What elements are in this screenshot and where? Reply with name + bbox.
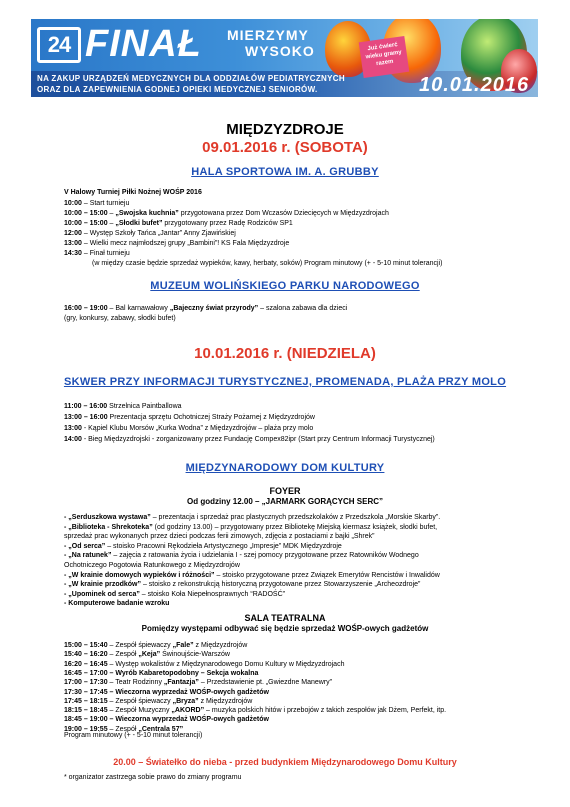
list-item: - „Na ratunek” – zajęcia z ratowania życia i udzielania I - szej pomocy przygotowane przez Ratowników Wodnego bbox=[64, 552, 419, 560]
banner-mission: NA ZAKUP URZĄDZEŃ MEDYCZNYCH DLA ODDZIAŁÓW PEDIATRYCZNYCH ORAZ DLA ZAPEWNIENIA GODNEJ OPIEKI MEDYCZNEJ SENIORÓW. bbox=[37, 74, 345, 94]
list-item: 17:00 – 17:30 – Teatr Rodzinny „Fantazja” – Przedstawienie pt. „Gwiezdne Manewry” bbox=[64, 679, 332, 687]
list-item: 18:45 – 19:00 – Wieczorna wyprzedaż WOŚP-owych gadżetów bbox=[64, 716, 269, 724]
list-item: 18:15 – 18:45 – Zespół Muzyczny „AKORD” – muzyka polskich hitów i przebojów z takich zespołów jak Dżem, Perfekt, itp. bbox=[64, 707, 447, 715]
day1-date: 09.01.2016 r. (SOBOTA) bbox=[202, 139, 368, 156]
final-logo: FINAŁ bbox=[85, 23, 202, 65]
list-item: 14:00 - Bieg Międzyzdrojski - zorganizowany przez Fundację Compex82ipr (Start przy Centrum Informacji Turystycznej) bbox=[64, 436, 435, 443]
list-item: 10:00 – 15:00 – „Swojska kuchnia” przygotowana przez Dom Wczasów Dziecięcych w Międzyzdrojach bbox=[64, 210, 389, 217]
page-title: MIĘDZYZDROJE bbox=[226, 121, 344, 138]
list-item: - „W krainie przodków” – stoisko z rekonstrukcją historyczną przygotowane przez Stowarzyszenie „Archeozdroje” bbox=[64, 581, 421, 589]
list-item: 17:45 – 18:15 – Zespół śpiewaczy „Bryza” z Międzyzdrojów bbox=[64, 697, 253, 705]
venue-muzeum: MUZEUM WOLIŃSKIEGO PARKU NARODOWEGO bbox=[150, 280, 420, 292]
list-item: - „Upominek od serca” – stoisko Koła Niepełnosprawnych “RADOŚĆ” bbox=[64, 590, 285, 598]
list-item: - Komputerowe badanie wzroku bbox=[64, 600, 170, 608]
venue-hala-sportowa: HALA SPORTOWA IM. A. GRUBBY bbox=[191, 166, 379, 178]
banner-date: 10.01.2016 bbox=[419, 74, 530, 96]
list-item: 16:45 – 17:00 – Wyrób Kabaretopodobny – Sekcja wokalna bbox=[64, 669, 259, 677]
list-item: 10:00 – 15:00 – „Słodki bufet” przygotowany przez Radę Rodziców SP1 bbox=[64, 220, 293, 227]
final-number-logo: 24 bbox=[37, 27, 81, 63]
venue-skwer: SKWER PRZY INFORMACJI TURYSTYCZNEJ, PROMENADA, PLAŻA PRZY MOLO bbox=[63, 376, 507, 388]
tournament-title: V Halowy Turniej Piłki Nożnej WOŚP 2016 bbox=[64, 189, 202, 196]
list-item-note: (gry, konkursy, zabawy, słodki bufet) bbox=[64, 315, 176, 322]
list-item: 12:00 – Występ Szkoły Tańca „Jantar” Anny Zjawińskiej bbox=[64, 230, 236, 237]
list-item: 10:00 – Start turnieju bbox=[64, 200, 130, 207]
list-item: 17:30 – 17:45 – Wieczorna wyprzedaż WOŚP-owych gadżetów bbox=[64, 688, 269, 696]
list-item: 14:30 – Finał turnieju bbox=[64, 250, 130, 257]
list-item: Ochotniczego Pogotowia Ratunkowego z Międzyzdrojów bbox=[64, 562, 240, 569]
footer-note: * organizator zastrzega sobie prawo do zmiany programu bbox=[64, 774, 242, 781]
venue-mdk: MIĘDZYNARODOWY DOM KULTURY bbox=[185, 462, 385, 474]
list-item: 13:00 – Wielki mecz najmłodszej grupy „Bambini”! KS Fala Międzyzdroje bbox=[64, 240, 290, 247]
schedule-note: (w między czasie będzie sprzedaż wypieków, kawy, herbaty, soków) Program minutowy (+ - 5-10 minut tolerancji) bbox=[92, 260, 443, 267]
sala-note: Program minutowy (+ - 5-10 minut tolerancji) bbox=[64, 732, 203, 739]
finale-line: 20.00 – Światełko do nieba - przed budynkiem Międzynarodowego Domu Kultury bbox=[113, 757, 457, 767]
anniversary-badge: Już ćwierć wieku gramy razem bbox=[359, 36, 410, 78]
list-item: - „Od serca” – stoisko Pracowni Rękodzieła Artystycznego „Impresje” MDK Międzyzdroje bbox=[64, 542, 342, 550]
list-item: 13:00 – 16:00 Prezentacja sprzętu Ochotniczej Straży Pożarnej z Międzyzdrojów bbox=[64, 414, 315, 421]
slogan-line-2: WYSOKO bbox=[245, 43, 315, 59]
list-item: 15:00 – 15:40 – Zespół śpiewaczy „Fale” z Międzyzdrojów bbox=[64, 642, 248, 649]
list-item: 15:40 – 16:20 – Zespół „Keja” Świnoujście-Warszów bbox=[64, 651, 230, 659]
wosp-banner bbox=[31, 19, 538, 97]
sala-heading: SALA TEATRALNA bbox=[244, 613, 326, 623]
slogan-line-1: MIERZYMY bbox=[227, 27, 309, 43]
sala-subheading: Pomiędzy występami odbywać się będzie sprzedaż WOŚP-owych gadżetów bbox=[141, 624, 429, 633]
list-item: - „Serduszkowa wystawa” – prezentacja i sprzedaż prac plastycznych przedszkolaków z Przedszkola „Morskie Skarby”. bbox=[64, 514, 441, 521]
foyer-subheading: Od godziny 12.00 – „JARMARK GORĄCYCH SERC” bbox=[186, 497, 384, 506]
list-item: sprzedaż prac wykonanych przez dzieci podczas ferii zimowych, zdjęcia z postaciami z bajki „Shrek” bbox=[64, 533, 375, 541]
list-item: 16:20 – 16:45 – Występ wokalistów z Międzynarodowego Domu Kultury w Międzyzdrojach bbox=[64, 660, 345, 668]
list-item: 19:00 – 19:55 – Zespół „Centrala 57” bbox=[64, 725, 184, 733]
list-item: 16:00 – 19:00 – Bal karnawałowy „Bajeczny świat przyrody” – szalona zabawa dla dzieci bbox=[64, 305, 348, 312]
foyer-heading: FOYER bbox=[269, 486, 301, 496]
list-item: 13:00 - Kąpiel Klubu Morsów „Kurka Wodna” z Międzyzdrojów – plaża przy molo bbox=[64, 425, 314, 432]
list-item: 11:00 – 16:00 Strzelnica Paintballowa bbox=[64, 403, 182, 410]
list-item: - „W krainie domowych wypieków i różności” – stoisko przygotowane przez Związek Emerytów Rencistów i Inwalidów bbox=[64, 571, 440, 579]
day2-date: 10.01.2016 r. (NIEDZIELA) bbox=[194, 345, 376, 362]
list-item: - „Biblioteka - Shrekoteka” (od godziny 13.00) – przygotowany przez Bibliotekę Miejską kiermasz książek, słodki bufet, bbox=[64, 523, 438, 531]
